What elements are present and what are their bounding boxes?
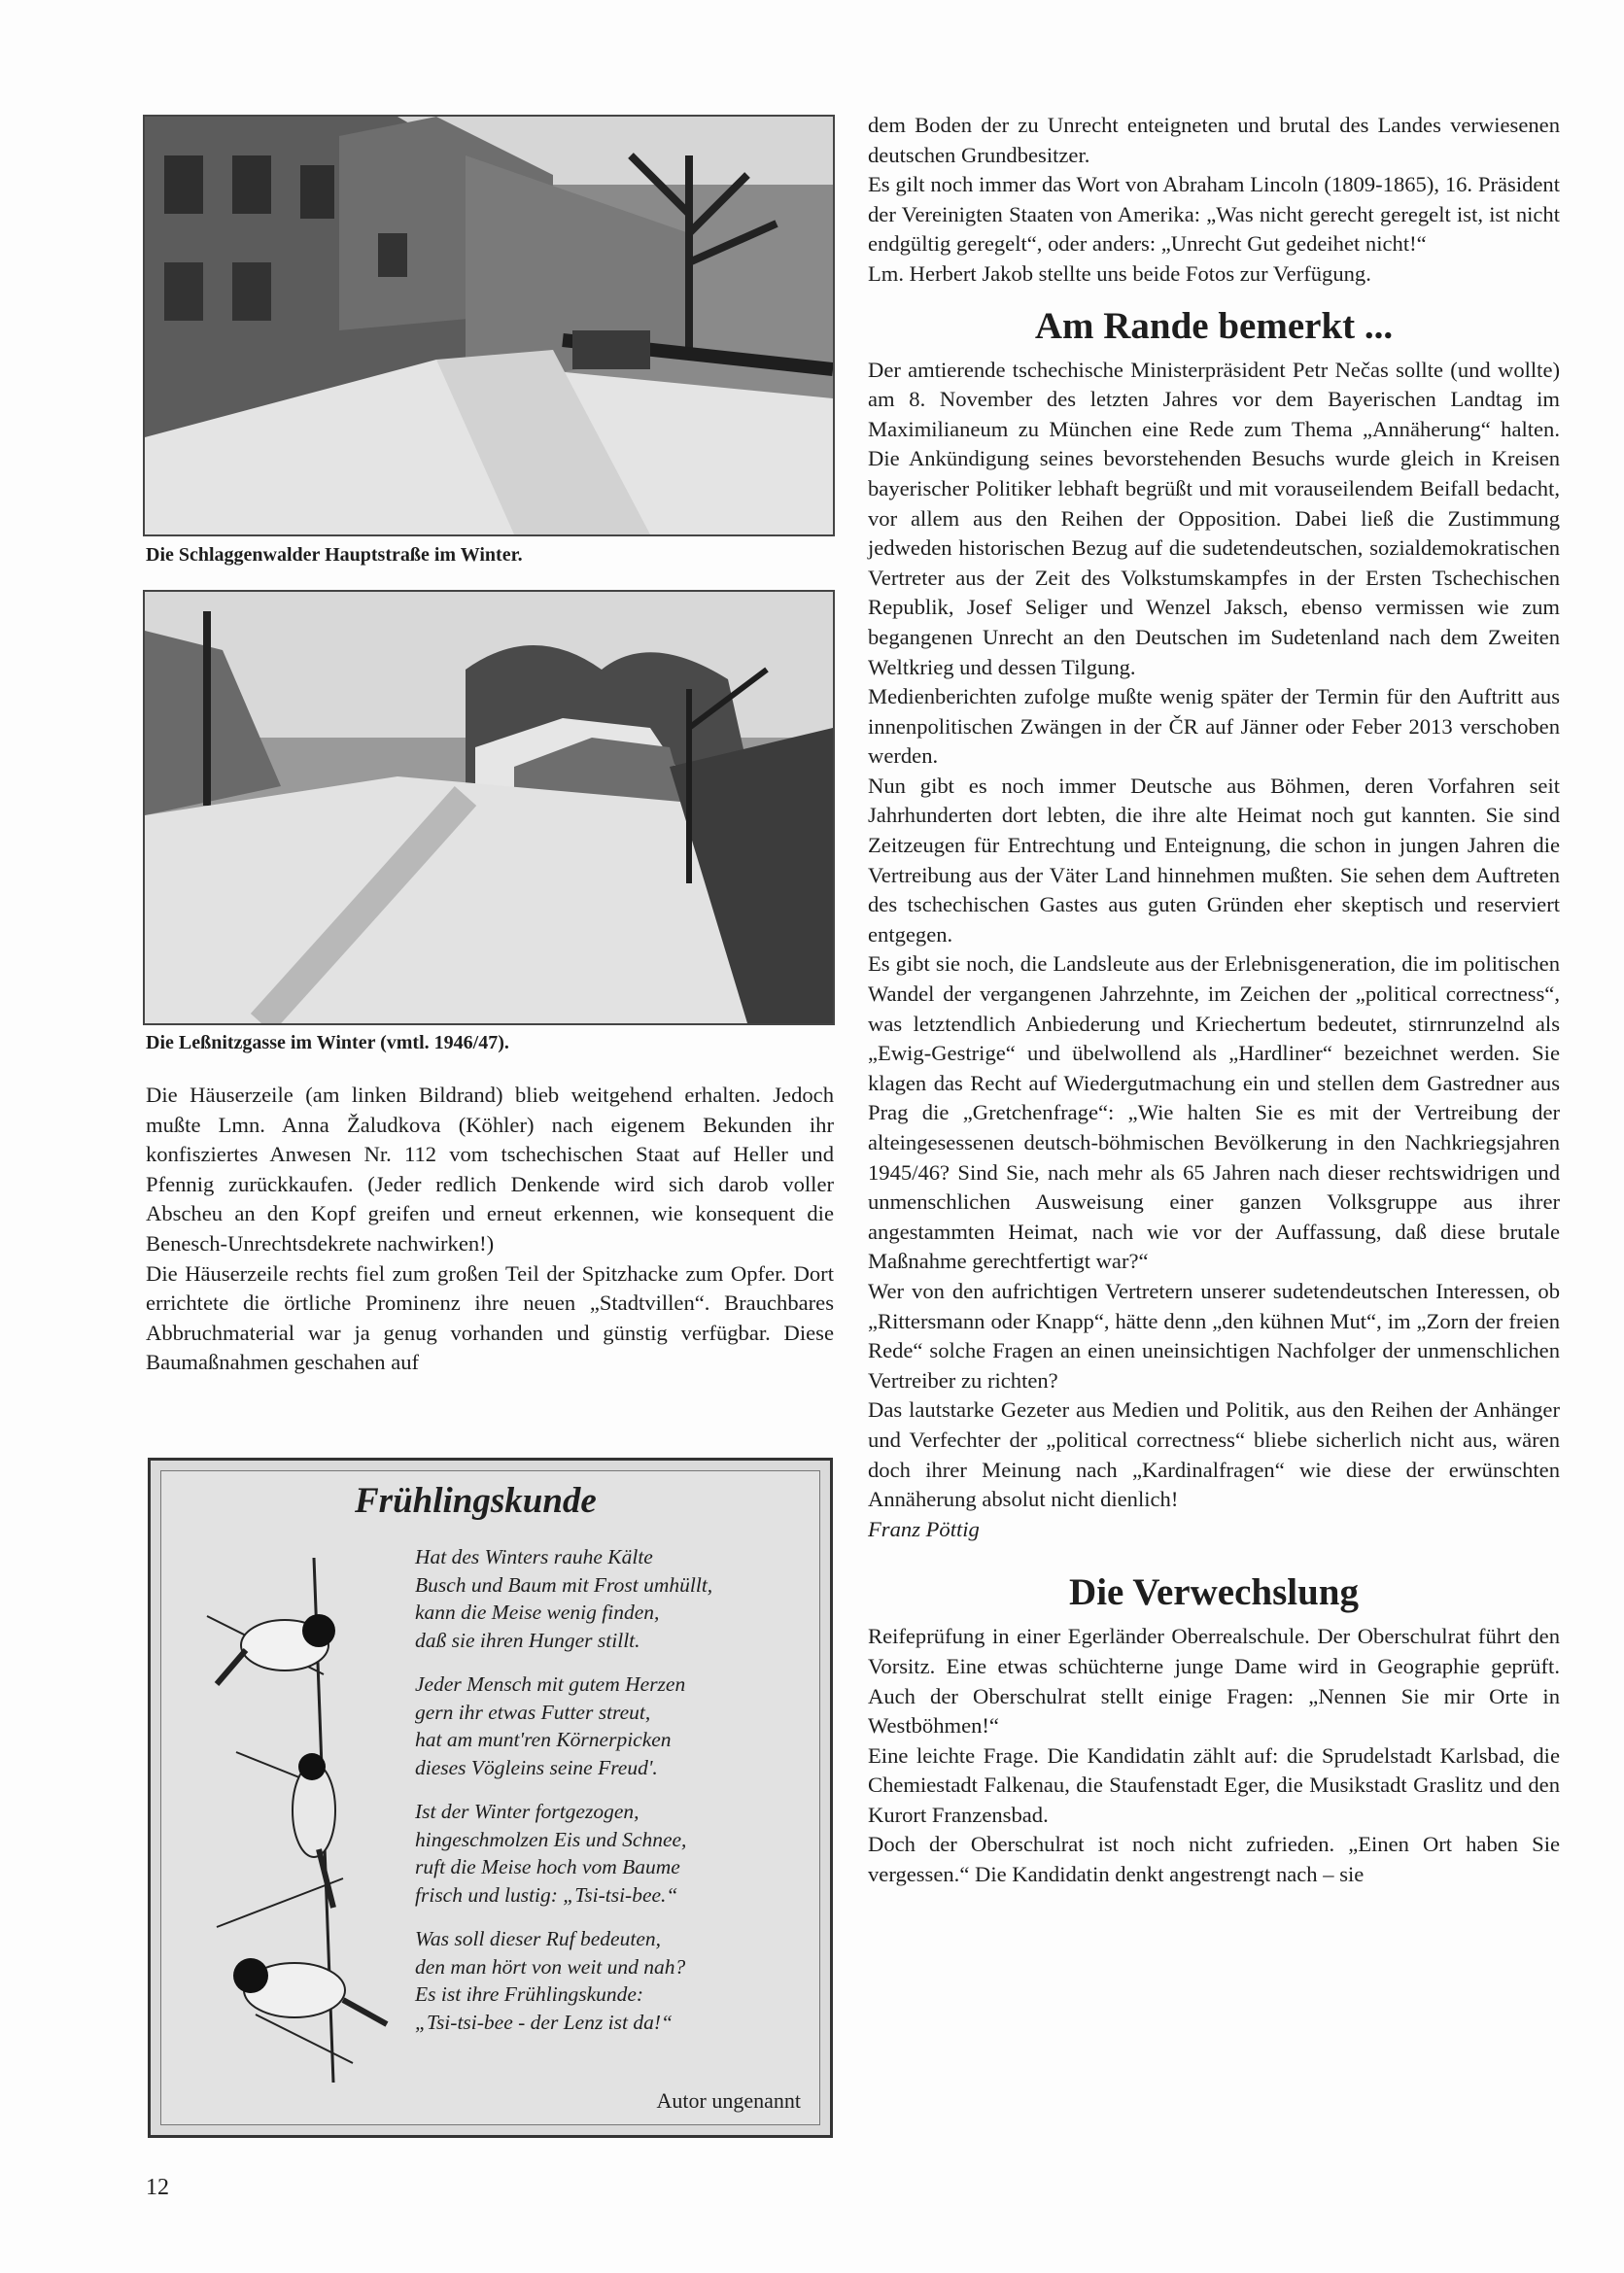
paragraph: Medienberichten zufolge mußte wenig später der Termin für den Auftritt aus innenpolitischen Zwängen in der ČR auf Jänner oder Feber 2013 verschoben werden. [868,684,1560,769]
poem-title: Frühlingskunde [355,1481,597,1521]
photo-caption: Die Leßnitzgasse im Winter (vmtl. 1946/47). [146,1032,509,1053]
poem-line: Ist der Winter fortgezogen, [415,1800,639,1823]
poem-line: „Tsi-tsi-bee - der Lenz ist da!“ [415,2010,673,2034]
poem-line: kann die Meise wenig finden, [415,1601,660,1624]
left-column-text [146,1081,834,1378]
titmouse-illustration-icon [197,1558,411,2083]
poem-line: Jeder Mensch mit gutem Herzen [415,1672,686,1696]
right-column [868,111,1560,1890]
page-number: 12 [146,2175,169,2200]
photo-caption: Die Schlaggenwalder Hauptstraße im Winter. [146,544,523,566]
poem-stanza [415,1925,823,2036]
paragraph: dem Boden der zu Unrecht enteigneten und brutal des Landes verwiesenen deutschen Grundbesitzer. [868,113,1560,167]
paragraph: Das lautstarke Gezeter aus Medien und Politik, aus den Reihen der Anhänger und Verfechter der „political correctness“ bliebe sicherlich nicht aus, wären doch ihrer Meinung nach „Kardinalfragen“ wie diese der erwünschten Annäherung absolut nicht dienlich! [868,1397,1560,1512]
poem-stanza [415,1670,823,1781]
poem-author: Autor ungenannt [656,2088,801,2113]
paragraph: Es gilt noch immer das Wort von Abraham Lincoln (1809-1865), 16. Präsident der Vereinigten Staaten von Amerika: „Was nicht gerecht geregelt ist, ist nicht endgültig geregelt“, oder anders: „Unrecht Gut gedeihet nicht!“ [868,172,1560,257]
poem-line: den man hört von weit und nah? [415,1954,686,1979]
paragraph: Die Häuserzeile rechts fiel zum großen Teil der Spitzhacke zum Opfer. Dort errichtete die örtliche Prominenz ihre neuen „Stadtvillen“. Brauchbares Abbruchmaterial war ja genug vorhanden und günstig verfügbar. Diese Baumaßnahmen geschahen auf [146,1260,834,1375]
paragraph: Reifeprüfung in einer Egerländer Oberrealschule. Der Oberschulrat führt den Vorsitz. Eine etwas schüchterne junge Dame wird in Geographie geprüft. Auch der Oberschulrat stellt einige Fragen: „Nennen Sie mir Orte in Westböhmen!“ [868,1624,1560,1739]
paragraph: Die Häuserzeile (am linken Bildrand) blieb weitgehend erhalten. Jedoch mußte Lmn. Anna Žaludkova (Köhler) nach eigenem Bekunden ihr konfisziertes Anwesen Nr. 112 vom tschechischen Staat auf Heller und Pfennig zurückkaufen. (Jeder redlich Denkende wird sich darob voller Abscheu an den Kopf greifen und erneut erkennen, wie konsequent die Benesch-Unrechtsdekrete nachwirken!) [146,1083,834,1256]
poem-line: dieses Vögleins seine Freud'. [415,1755,658,1779]
paragraph: Lm. Herbert Jakob stellte uns beide Fotos zur Verfügung. [868,260,1371,286]
poem-line: Busch und Baum mit Frost umhüllt, [415,1572,713,1597]
paragraph: Doch der Oberschulrat ist noch nicht zufrieden. „Einen Ort haben Sie vergessen.“ Die Kandidatin denkt angestrengt nach – sie [868,1832,1560,1887]
paragraph: Wer von den aufrichtigen Vertretern unserer sudetendeutschen Interessen, ob „Rittersmann oder Knapp“, hätte denn „den kühnen Mut“, im „Zorn der freien Rede“ solche Fragen an einen uneinsichtigen Nachfolger der unmenschlichen Vertreiber zu richten? [868,1278,1560,1393]
poem-line: daß sie ihren Hunger stillt. [415,1628,640,1652]
article-headline: Die Verwechslung [1069,1571,1359,1614]
paragraph: Eine leichte Frage. Die Kandidatin zählt auf: die Sprudelstadt Karlsbad, die Chemiestadt Falkenau, die Staufenstadt Eger, die Musikstadt Graslitz und den Kurort Franzensbad. [868,1742,1560,1827]
poem-box [148,1458,833,2138]
article-headline: Am Rande bemerkt ... [1034,304,1394,347]
poem-line: hat am munt'ren Körnerpicken [415,1728,672,1751]
paragraph: Der amtierende tschechische Ministerpräsident Petr Nečas sollte (und wollte) am 8. November des letzten Jahres vor dem Bayerischen Landtag im Maximilianeum zu München eine Rede zum Thema „Annäherung“ halten. Die Ankündigung seines bevorstehenden Besuchs wurde gleich in Kreisen bayerischer Politiker lebhaft begrüßt und mit vorauseilendem Beifall bedacht, vor allem aus den Reihen der Opposition. Dabei ließ die Zustimmung jedweden historischen Bezug auf die sudetendeutschen, sozialdemokratischen Vertreter aus der Zeit des Volkstumskampfes in der Ersten Tschechischen Republik, Josef Seliger und Wenzel Jaksch, ebenso vermissen wie zum begangenen Unrecht an den Deutschen im Sudetenland nach dem Zweiten Weltkrieg und dessen Tilgung. [868,357,1560,679]
poem-stanza [415,1543,823,1654]
poem-line: hingeschmolzen Eis und Schnee, [415,1827,687,1851]
poem-line: Hat des Winters rauhe Kälte [415,1545,653,1568]
paragraph: Nun gibt es noch immer Deutsche aus Böhmen, deren Vorfahren seit Jahrhunderten dort lebten, die ihre alte Heimat noch gut kannten. Sie sind Zeitzeugen für Entrechtung und Enteignung, die schon in jungen Jahren die Vertreibung aus der Väter Land hinnehmen mußten. Sie sehen dem Auftreten des tschechischen Gastes aus guten Gründen eher skeptisch und reserviert entgegen. [868,773,1560,947]
article-author: Franz Pöttig [868,1516,980,1541]
poem-line: frisch und lustig: „Tsi-tsi-bee.“ [415,1882,678,1907]
poem-text [415,1543,823,2052]
poem-stanza [415,1798,823,1909]
poem-line: Es ist ihre Frühlingskunde: [415,1982,644,2006]
poem-line: Was soll dieser Ruf bedeuten, [415,1927,661,1950]
photo-lessnitzgasse-winter [143,590,835,1025]
photo-hauptstrasse-winter [143,115,835,536]
poem-line: ruft die Meise hoch vom Baume [415,1855,680,1878]
poem-line: gern ihr etwas Futter streut, [415,1700,651,1724]
paragraph: Es gibt sie noch, die Landsleute aus der Erlebnisgeneration, die im politischen Wandel der vergangenen Jahrzehnte, im Zeichen der „political correctness“, was letztendlich Anbiederung und Kriechertum bedeutet, stirnrunzelnd als „Ewig-Gestrige“ und übelwollend als „Hardliner“ bezeichnet werden. Sie klagen das Recht auf Wiedergutmachung ein und stellen dem Gastredner aus Prag die „Gretchenfrage“: „Wie halten Sie es mit der Vertreibung der alteingesessenen deutsch-böhmischen Bevölkerung in den Nachkriegsjahren 1945/46? Sind Sie, nach mehr als 65 Jahren nach dieser rechtswidrigen und unmenschlichen Ausweisung einer ganzen Volksgruppe aus ihrer angestammten Heimat, nach wie vor der Auffassung, daß diese brutale Maßnahme gerechtfertigt war?“ [868,951,1560,1274]
